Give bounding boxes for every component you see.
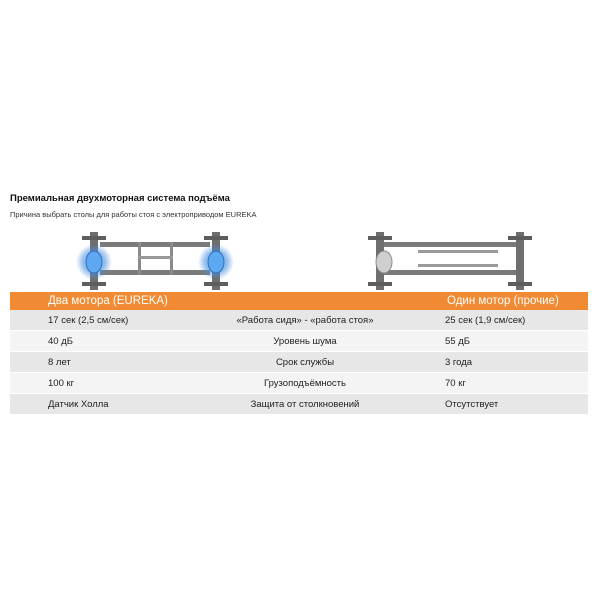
page-subtitle: Причина выбрать столы для работы стоя с электроприводом EUREKA	[10, 210, 257, 219]
header-dual-motor: Два мотора (EUREKA)	[48, 295, 168, 307]
single-motor-value: 55 дБ	[445, 335, 470, 347]
dual-motor-value: 40 дБ	[48, 335, 73, 347]
parameter-label: Уровень шума	[273, 335, 337, 347]
table-header	[10, 292, 588, 310]
dual-motor-desk-frame-icon	[60, 226, 250, 296]
comparison-table	[10, 292, 588, 415]
dual-motor-value: Датчик Холла	[48, 398, 109, 410]
table-body	[10, 310, 588, 415]
table-row	[10, 331, 588, 352]
table-row	[10, 373, 588, 394]
parameter-label: Срок службы	[275, 356, 335, 368]
dual-motor-value: 100 кг	[48, 377, 75, 389]
single-motor-value: Отсутствует	[445, 398, 499, 410]
dual-motor-value: 17 сек (2,5 см/сек)	[48, 314, 129, 326]
table-row	[10, 310, 588, 331]
dual-motor-value: 8 лет	[48, 356, 71, 368]
single-motor-desk-frame-icon	[358, 226, 543, 296]
single-motor-value: 25 сек (1,9 см/сек)	[445, 314, 526, 326]
parameter-label: Грузоподъёмность	[264, 377, 346, 389]
parameter-label: «Работа сидя» - «работа стоя»	[236, 314, 374, 326]
parameter-label: Защита от столкновений	[250, 398, 360, 410]
table-row	[10, 394, 588, 415]
page-title: Премиальная двухмоторная система подъёма	[10, 193, 230, 204]
single-motor-value: 3 года	[445, 356, 473, 368]
single-motor-value: 70 кг	[445, 377, 466, 389]
table-row	[10, 352, 588, 373]
header-single-motor: Один мотор (прочие)	[447, 295, 559, 307]
